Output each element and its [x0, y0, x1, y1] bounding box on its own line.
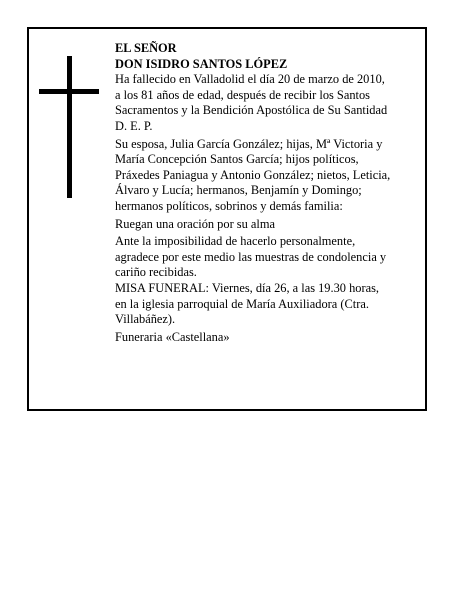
cross-icon	[39, 56, 99, 198]
thanks-line: Ante la imposibilidad de hacerlo personalmente,	[115, 234, 356, 249]
notice-text	[115, 41, 421, 345]
thanks-line: cariño recibidas.	[115, 265, 197, 280]
family-line: María Concepción Santos García; hijos políticos,	[115, 152, 359, 167]
funeral-mass-line: MISA FUNERAL: Viernes, día 26, a las 19.30 horas,	[115, 280, 380, 295]
family-line: Álvaro y Lucía; hermanos, Benjamín y Domingo;	[115, 183, 362, 198]
death-announcement-line: Ha fallecido en Valladolid el día 20 de marzo de 2010,	[115, 72, 385, 87]
family-line: Su esposa, Julia García González; hijas, Mª Victoria y	[115, 136, 383, 151]
family-line: Práxedes Paniagua y Antonio González; nietos, Leticia,	[115, 167, 391, 182]
cross-horizontal-bar	[39, 89, 99, 94]
funeral-home: Funeraria «Castellana»	[115, 329, 230, 344]
funeral-mass-line: en la iglesia parroquial de María Auxiliadora (Ctra.	[115, 296, 369, 311]
prayer-request: Ruegan una oración por su alma	[115, 216, 275, 231]
thanks-line: agradece por este medio las muestras de condolencia y	[115, 249, 387, 264]
deceased-title: EL SEÑOR	[115, 41, 177, 55]
funeral-mass-line: Villabáñez).	[115, 312, 176, 327]
cross-vertical-bar	[67, 56, 72, 198]
death-announcement-line: a los 81 años de edad, después de recibir los Santos	[115, 87, 370, 102]
deceased-name: DON ISIDRO SANTOS LÓPEZ	[115, 56, 288, 71]
family-line: hermanos políticos, sobrinos y demás familia:	[115, 198, 343, 213]
rest-in-peace-line: D. E. P.	[115, 118, 153, 133]
death-announcement-line: Sacramentos y la Bendición Apostólica de Su Santidad	[115, 103, 388, 118]
obituary-notice	[27, 27, 427, 411]
